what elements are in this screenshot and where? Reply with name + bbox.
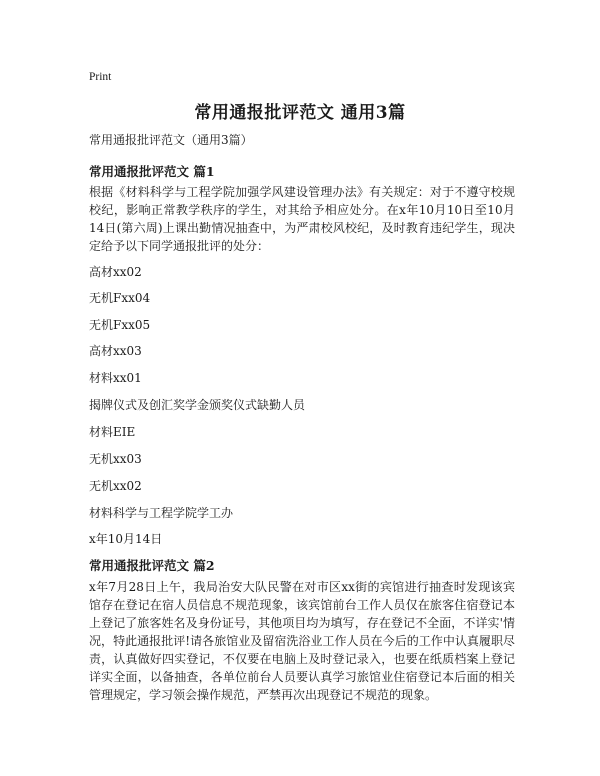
section-1-intro: 根据《材料科学与工程学院加强学风建设管理办法》有关规定：对于不遵守校规校纪，影响正常教学秩序的学生，对其给予相应处分。在x年10月10日至10月14日(第六周)上课出勤情况抽查中，为严肃校风校纪，及时教育违纪学生，现决定给予以下同学通报批评的处分：	[89, 185, 515, 253]
list-item: 无机Fxx05	[89, 318, 151, 332]
list-item: x年10月14日	[89, 532, 163, 546]
list-item: 材料EIE	[89, 425, 136, 439]
section-1-heading: 常用通报批评范文 篇1	[89, 164, 215, 179]
list-item: 高材xx03	[89, 344, 142, 358]
document-title: 常用通报批评范文 通用3篇	[194, 103, 406, 123]
section-2-body: x年7月28日上午，我局治安大队民警在对市区xx街的宾馆进行抽查时发现该宾馆存在登记在宿人员信息不规范现象，该宾馆前台工作人员仅在旅客住宿登记本上登记了旅客姓名及身份证号，其他项目均为填写，存在登记不全面，不详实'情况，特此通报批评!请各旅馆业及留宿洗浴业工作人员在今后的工作中认真履职尽责，认真做好四实登记，不仅要在电脑上及时登记录入，也要在纸质档案上登记详实全面，以备抽查，各单位前台人员要认真学习旅馆业住宿登记本后面的相关管理规定，学习领会操作规范，严禁再次出现登记不规范的现象。	[89, 580, 515, 702]
list-item: 材料科学与工程学院学工办	[89, 506, 234, 520]
list-item: 揭牌仪式及创汇奖学金颁奖仪式缺勤人员	[89, 398, 306, 412]
list-item: 无机xx02	[89, 479, 142, 493]
section-2-heading: 常用通报批评范文 篇2	[89, 558, 215, 573]
list-item: 材料xx01	[89, 371, 142, 385]
list-item: 无机Fxx04	[89, 291, 151, 305]
list-item: 无机xx03	[89, 452, 142, 466]
list-item: 高材xx02	[89, 265, 142, 279]
document-subtitle: 常用通报批评范文（通用3篇）	[89, 133, 253, 147]
print-label[interactable]: Print	[89, 71, 112, 83]
